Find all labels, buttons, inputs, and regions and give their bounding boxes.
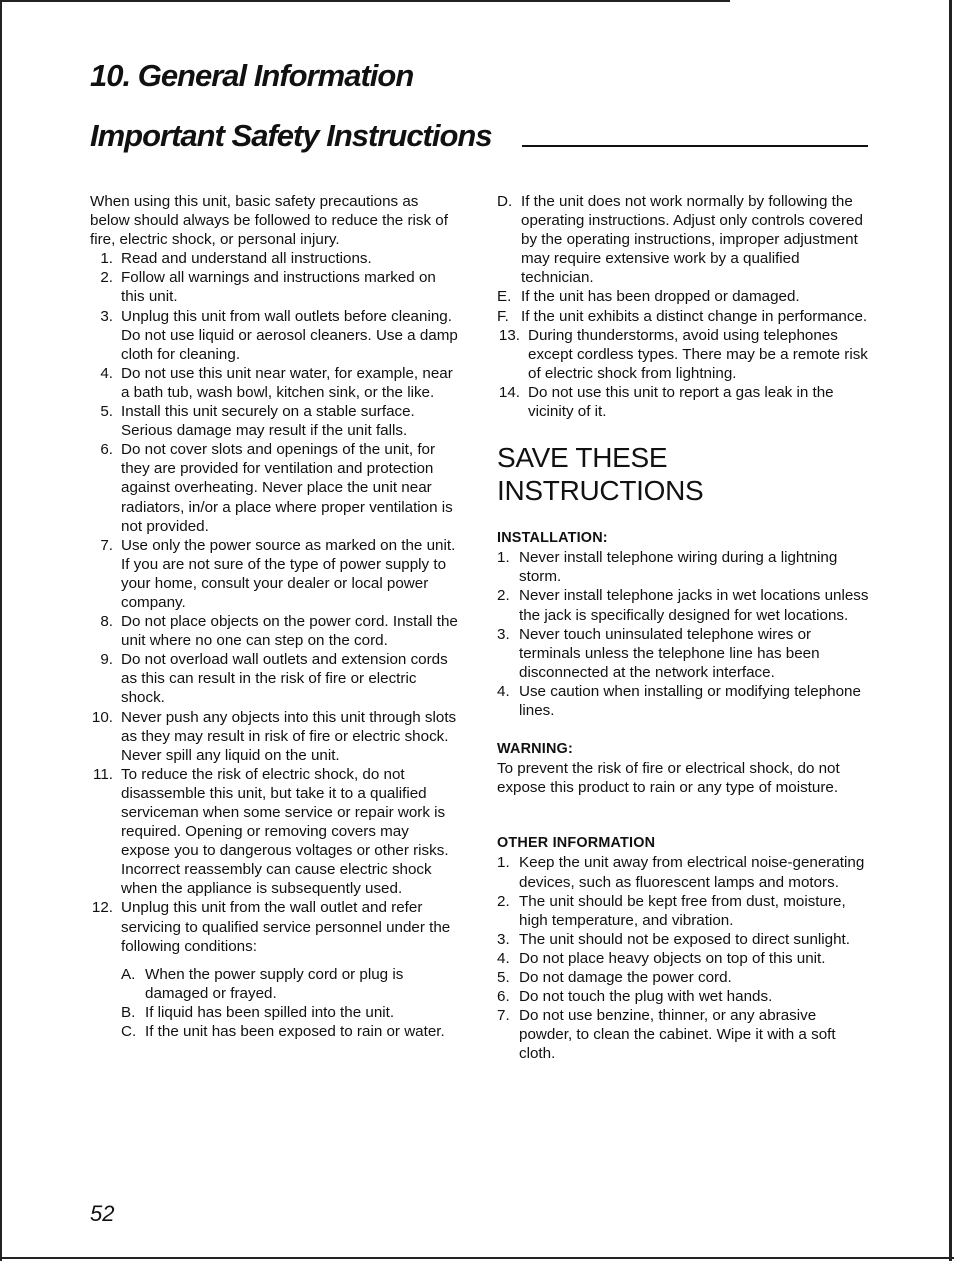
safety-list (90, 249, 460, 1041)
safety-list-continued (497, 326, 869, 421)
item-letter: B. (121, 1003, 136, 1021)
item-number: 1. (100, 250, 113, 268)
item-letter: F. (497, 307, 509, 325)
list-item (90, 536, 460, 612)
list-item (497, 1006, 869, 1063)
list-item (497, 625, 869, 682)
save-instructions-heading (497, 441, 869, 507)
item-text: Never push any objects into this unit through slots as they may result in risk of fire or electric shock. Never spill any liquid on the unit. (121, 708, 457, 764)
list-item (497, 949, 869, 968)
list-item (90, 307, 460, 364)
item-number: 2. (100, 269, 113, 287)
installation-heading: INSTALLATION: (497, 530, 608, 547)
item-number: 1. (497, 854, 510, 872)
item-number: 4. (497, 682, 510, 700)
list-item (90, 364, 460, 402)
page-border-right (949, 0, 952, 1261)
condition-item (121, 1022, 460, 1041)
list-item (497, 682, 869, 720)
list-item (90, 765, 460, 899)
save-heading-line2: INSTRUCTIONS (497, 475, 704, 507)
page-border-top (0, 0, 730, 2)
list-item (497, 968, 869, 987)
item-text: Do not touch the plug with wet hands. (519, 988, 773, 1006)
intro-paragraph: When using this unit, basic safety precautions as below should always be followed to reduce the risk of fire, electric shock, or personal injury. (90, 193, 448, 249)
item-number: 4. (497, 949, 510, 967)
page-border-bottom (0, 1257, 954, 1259)
item-number: 6. (100, 441, 113, 459)
conditions-list (121, 965, 460, 1041)
item-number: 7. (497, 1007, 510, 1025)
item-number: 5. (100, 403, 113, 421)
item-text: Never touch uninsulated telephone wires or terminals unless the telephone line has been disconnected at the network interface. (519, 625, 820, 681)
list-item (497, 326, 869, 383)
item-text: Do not use this unit near water, for example, near a bath tub, wash bowl, kitchen sink, or the like. (121, 364, 453, 401)
item-number: 2. (497, 587, 510, 605)
list-item (497, 853, 869, 891)
item-number: 9. (100, 651, 113, 669)
item-number: 3. (497, 625, 510, 643)
item-number: 2. (497, 892, 510, 910)
item-number: 6. (497, 988, 510, 1006)
item-text: Read and understand all instructions. (121, 250, 372, 268)
warning-heading: WARNING: (497, 741, 573, 758)
other-information-heading: OTHER INFORMATION (497, 835, 656, 852)
item-number: 4. (100, 364, 113, 382)
item-text: Do not cover slots and openings of the unit, for they are provided for ventilation and protection against overheating. Never place the unit near radiators, in/or a place where proper ventilation is not provided. (121, 441, 453, 535)
item-letter: E. (497, 288, 512, 306)
list-item (497, 892, 869, 930)
left-column (90, 192, 460, 1041)
list-item (497, 383, 869, 421)
conditions-list-continued (497, 192, 869, 326)
item-number: 5. (497, 969, 510, 986)
item-number: 3. (497, 930, 510, 948)
other-information-list (497, 853, 869, 1063)
item-text: Unplug this unit from wall outlets before cleaning. Do not use liquid or aerosol cleaners. Use a damp cloth for cleaning. (121, 307, 458, 363)
item-text: The unit should be kept free from dust, moisture, high temperature, and vibration. (519, 892, 846, 929)
page-border-left (0, 0, 2, 1261)
list-item (90, 402, 460, 440)
item-letter: C. (121, 1023, 137, 1041)
list-item (90, 268, 460, 306)
item-text: Do not damage the power cord. (519, 969, 732, 986)
page-number: 52 (90, 1201, 115, 1226)
item-number: 13. (498, 326, 520, 344)
item-text: Do not use this unit to report a gas leak in the vicinity of it. (528, 383, 834, 421)
condition-item (121, 1003, 460, 1022)
item-text: Install this unit securely on a stable surface. Serious damage may result if the unit falls. (121, 403, 415, 440)
right-column (497, 192, 869, 1063)
item-text: Never install telephone jacks in wet locations unless the jack is specifically designed for wet locations. (519, 587, 869, 624)
item-number: 7. (100, 536, 113, 554)
item-text: Unplug this unit from the wall outlet and refer servicing to qualified service personnel under the following conditions: (121, 899, 451, 955)
item-text: Keep the unit away from electrical noise-generating devices, such as fluorescent lamps and motors. (519, 854, 865, 891)
condition-item (497, 287, 869, 306)
item-number: 8. (100, 613, 113, 631)
item-text: Never install telephone wiring during a lightning storm. (519, 549, 838, 586)
item-text: The unit should not be exposed to direct sunlight. (519, 930, 850, 948)
list-item (497, 586, 869, 624)
item-text: When the power supply cord or plug is damaged or frayed. (145, 965, 404, 1002)
list-item (90, 650, 460, 707)
item-letter: D. (497, 193, 513, 210)
condition-item (497, 307, 869, 326)
condition-item (497, 192, 869, 287)
item-number: 11. (93, 765, 113, 783)
item-text: Use only the power source as marked on the unit. If you are not sure of the type of power supply to your home, consult your dealer or local power company. (121, 536, 456, 611)
item-text: To reduce the risk of electric shock, do not disassemble this unit, but take it to a qualified serviceman when some service or repair work is required. Opening or removing covers may expose you to dangerous voltages or other risks. Incorrect reassembly can cause electric shock when the appliance is subsequently used. (121, 765, 449, 898)
list-item (90, 708, 460, 765)
item-text: Do not place objects on the power cord. Install the unit where no one can step on the cord. (121, 613, 458, 650)
list-item (497, 987, 869, 1006)
item-number: 3. (100, 307, 113, 325)
installation-list (497, 548, 869, 720)
list-item (90, 440, 460, 535)
list-item (90, 612, 460, 650)
item-text: If liquid has been spilled into the unit. (145, 1003, 395, 1021)
item-number: 12. (91, 899, 113, 917)
item-text: Do not place heavy objects on top of this unit. (519, 949, 826, 967)
save-heading-line1: SAVE THESE (497, 442, 668, 474)
item-letter: A. (121, 965, 136, 983)
item-text: Follow all warnings and instructions marked on this unit. (121, 269, 436, 306)
item-number: 10. (91, 708, 113, 726)
list-item (90, 249, 460, 268)
section-title: 10. General Information (90, 58, 414, 93)
page-subtitle: Important Safety Instructions (90, 118, 492, 153)
item-text: If the unit exhibits a distinct change in performance. (521, 307, 868, 325)
item-text: Use caution when installing or modifying telephone lines. (519, 682, 861, 719)
item-number: 14. (498, 383, 520, 401)
item-text: If the unit has been exposed to rain or water. (145, 1023, 445, 1041)
item-text: Do not use benzine, thinner, or any abrasive powder, to clean the cabinet. Wipe it with a soft cloth. (519, 1007, 836, 1063)
item-number: 1. (497, 549, 510, 567)
list-item (497, 930, 869, 949)
warning-text: To prevent the risk of fire or electrical shock, do not expose this product to rain or any type of moisture. (497, 760, 840, 797)
item-text: If the unit does not work normally by following the operating instructions. Adjust only controls covered by the operating instructions, improper adjustment may require extensive work by a qualified technician. (521, 193, 863, 287)
title-rule (522, 145, 868, 147)
list-item (497, 548, 869, 586)
item-text: Do not overload wall outlets and extension cords as this can result in the risk of fire or electric shock. (121, 651, 448, 707)
item-text: If the unit has been dropped or damaged. (521, 288, 800, 306)
list-item (90, 898, 460, 1041)
item-text: During thunderstorms, avoid using telephones except cordless types. There may be a remote risk of electric shock from lightning. (528, 326, 868, 382)
condition-item (121, 965, 460, 1003)
